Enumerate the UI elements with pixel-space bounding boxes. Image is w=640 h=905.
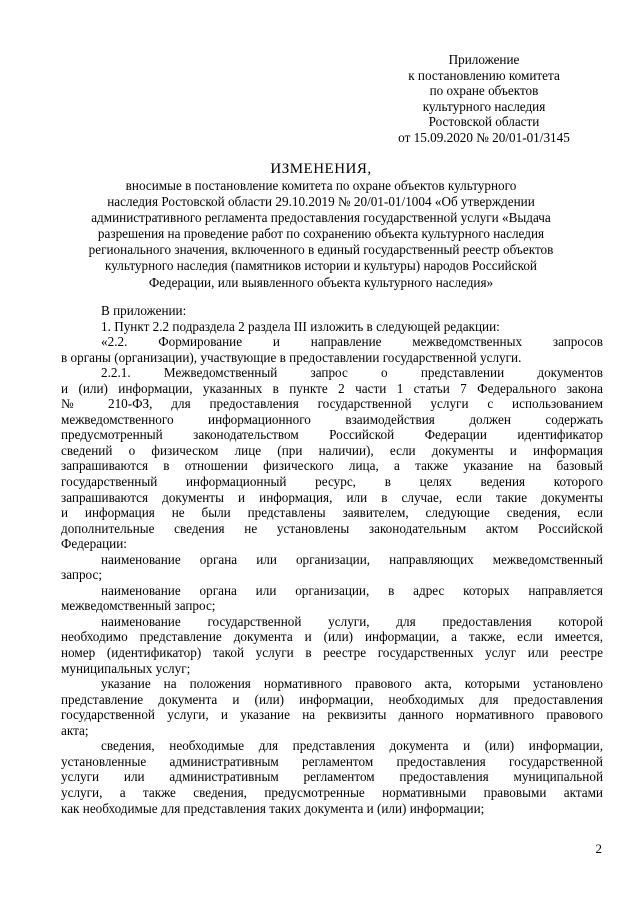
body-line: представление документа и (или) информации, необходимых для предоставления [61, 691, 603, 707]
appendix-line: от 15.09.2020 № 20/01-01/3145 [398, 129, 570, 145]
body-line: услуги или административным регламентом предоставления муниципальной [61, 769, 603, 785]
body-line: 1. Пункт 2.2 подраздела 2 раздела III изложить в следующей редакции: [101, 318, 500, 334]
body-line: услуги, а также сведения, предусмотренные нормативными правовыми актами [61, 784, 603, 800]
subtitle-line: Федерации, или выявленного объекта культурного наследия» [148, 274, 494, 290]
subtitle-line: наследия Ростовской области 29.10.2019 № 20/01-01/1004 «Об утверждении [107, 194, 535, 210]
body-line: и информация не были представлены заявителем, следующие сведения, если [61, 505, 603, 521]
appendix-line: Ростовской области [428, 114, 540, 130]
body-line: указание на положения нормативного правового акта, которыми установлено [101, 676, 603, 692]
body-line: сведений о физическом лице (при наличии), если документы и информация [61, 442, 603, 458]
body-line: предусмотренный законодательством Российской Федерации идентификатор [61, 427, 603, 443]
body-line: 2.2.1. Межведомственный запрос о представлении документов [101, 365, 603, 381]
body-line: сведения, необходимые для представления документа и (или) информации, [101, 738, 603, 754]
body-line: наименование органа или организации, в адрес которых направляется [101, 582, 603, 598]
document-title: ИЗМЕНЕНИЯ, [270, 161, 372, 177]
appendix-line: культурного наследия [422, 98, 546, 114]
body-line: как необходимые для представления таких документа и (или) информации; [61, 800, 485, 816]
body-line: запрашиваются в отношении физического лица, а также указание на базовый [61, 458, 603, 474]
body-line: установленные административным регламентом предоставления государственной [61, 753, 603, 769]
subtitle-line: разрешения на проведение работ по сохранению объекта культурного наследия [97, 226, 545, 242]
appendix-line: Приложение [448, 52, 520, 67]
body-line: запрос; [61, 567, 102, 583]
page-number: 2 [595, 841, 602, 856]
body-line: № 210-ФЗ, для предоставления государственной услуги с использованием [61, 396, 603, 412]
appendix-line: по охране объектов [429, 83, 539, 99]
body-line: муниципальных услуг; [61, 660, 191, 676]
body-line: наименование государственной услуги, для предоставления которой [101, 613, 603, 629]
body-line: межведомственный запрос; [61, 598, 216, 614]
title-block [60, 160, 582, 291]
subtitle-line: культурного наследия (памятников истории и культуры) народов Российской [105, 258, 537, 274]
body-line: межведомственного информационного взаимодействия должен содержать [61, 411, 603, 427]
body-line: государственной услуги, и указание на реквизиты данного нормативного правового [61, 707, 603, 723]
body-line: акта; [61, 722, 89, 738]
body-line: дополнительные сведения не установлены законодательным актом Российской [61, 520, 603, 536]
subtitle-line: вносимые в постановление комитета по охране объектов культурного [125, 178, 517, 193]
body-line: номер (идентификатор) такой услуги в реестре государственных услуг или реестре [61, 645, 603, 661]
body-line: и (или) информации, указанных в пункте 2 части 1 статьи 7 Федерального закона [61, 380, 603, 396]
body-line: государственный информационный ресурс, в целях ведения которого [61, 474, 603, 490]
subtitle-line: регионального значения, включенного в единый государственный реестр объектов [88, 242, 554, 258]
appendix-header [374, 52, 594, 146]
body-line: запрашиваются документы и информация, или в случае, если такие документы [61, 489, 603, 505]
subtitle-line: административного регламента предоставления государственной услуги «Выдача [91, 210, 551, 226]
body-line: наименование органа или организации, направляющих межведомственный [101, 551, 603, 567]
body-line: в органы (организации), участвующие в предоставлении государственной услуги. [61, 349, 522, 365]
appendix-line: к постановлению комитета [408, 67, 560, 83]
body-text [61, 303, 603, 816]
body-line: Федерации: [61, 536, 127, 552]
body-line: «2.2. Формирование и направление межведомственных запросов [101, 334, 603, 350]
body-line: необходимо представление документа и (или) информации, а также, если имеется, [61, 629, 603, 645]
body-line: В приложении: [101, 303, 187, 318]
document-subtitle [60, 178, 582, 291]
